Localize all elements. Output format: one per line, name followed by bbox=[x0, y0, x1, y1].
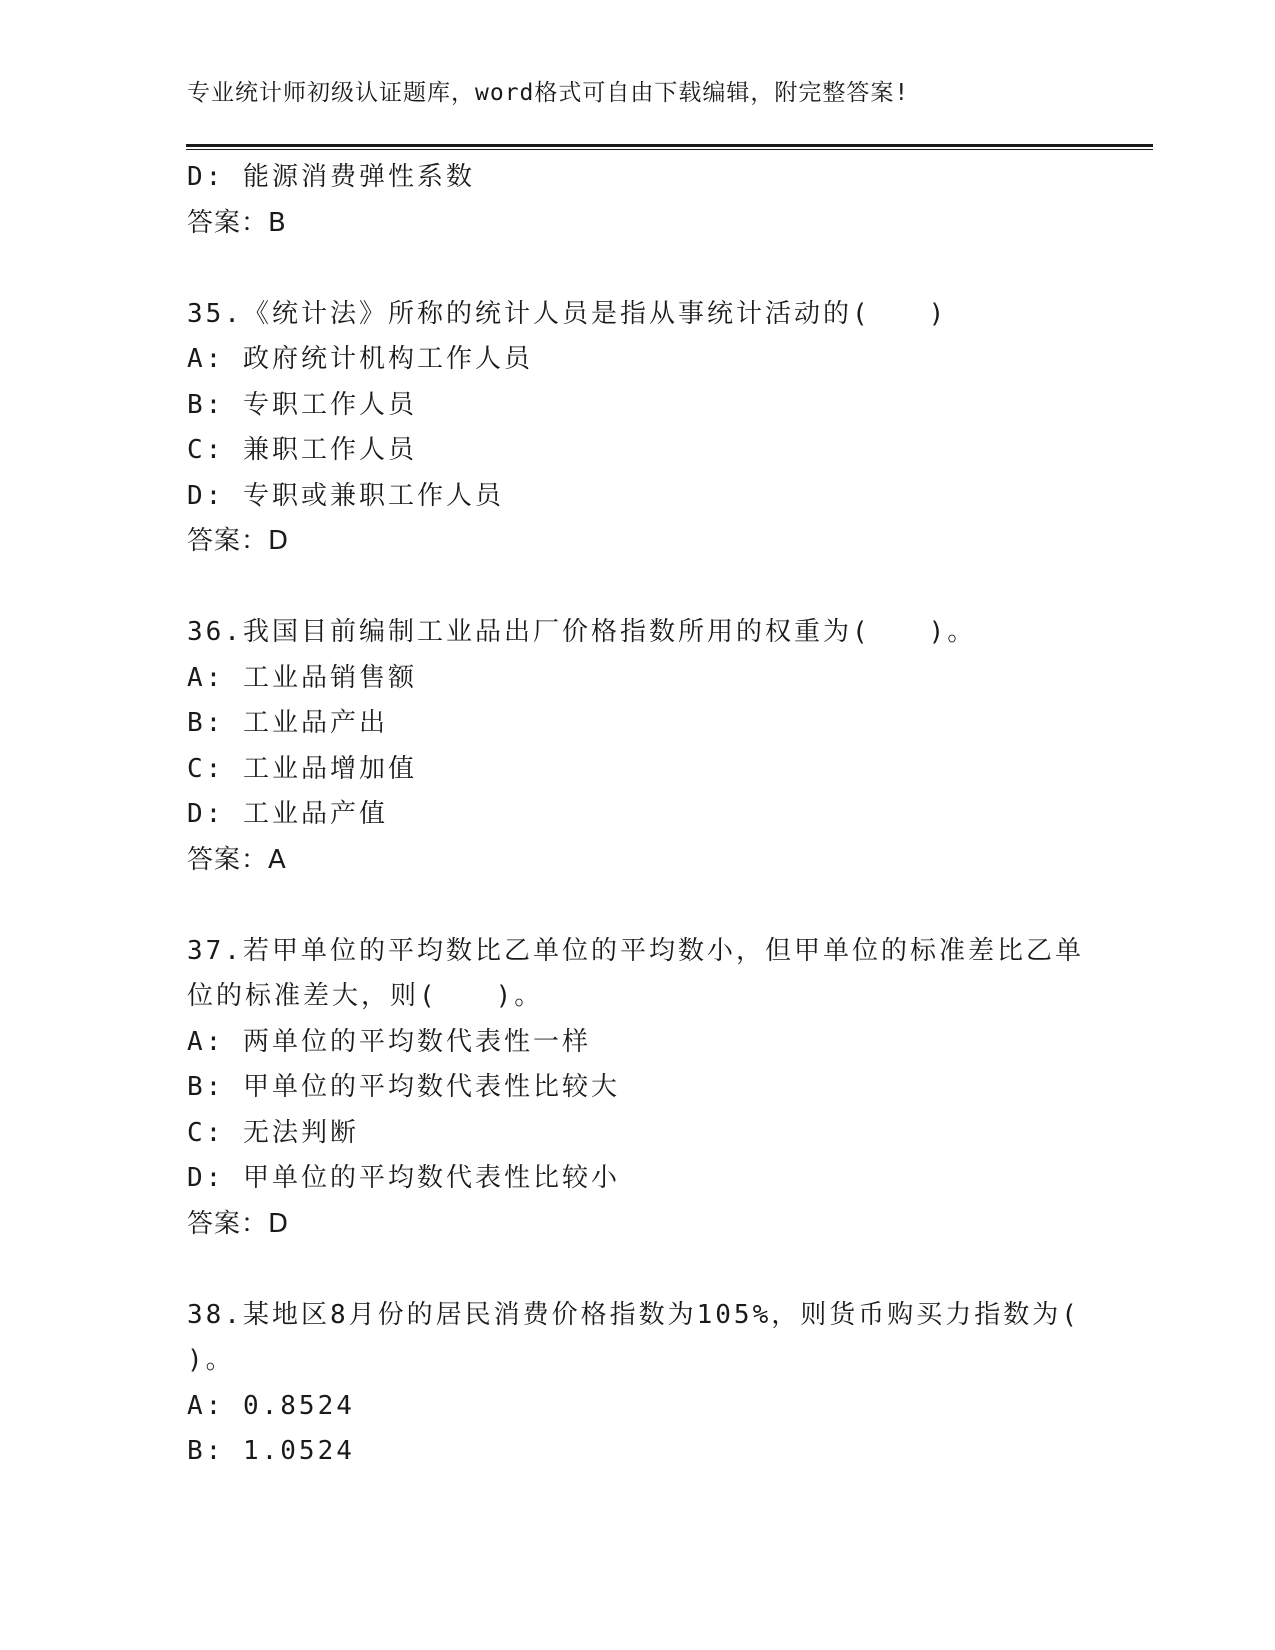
question-stem-37-line1: 37.若甲单位的平均数比乙单位的平均数小，但甲单位的标准差比乙单 bbox=[187, 935, 1084, 966]
answer: 答案：D bbox=[187, 526, 290, 556]
answer: 答案：A bbox=[187, 844, 287, 875]
option-b: B: 甲单位的平均数代表性比较大 bbox=[187, 1072, 620, 1102]
spacer bbox=[187, 1247, 1087, 1293]
question-stem-37-line2: 位的标准差大，则( )。 bbox=[187, 981, 544, 1011]
question-stem-35: 35.《统计法》所称的统计人员是指从事统计活动的( ) bbox=[187, 298, 948, 329]
option-b: B: 1.0524 bbox=[187, 1436, 355, 1466]
option-c: C: 无法判断 bbox=[187, 1117, 359, 1148]
option-d: D: 能源消费弹性系数 bbox=[187, 162, 475, 192]
option-b: B: 专职工作人员 bbox=[187, 389, 417, 420]
option-d: D: 甲单位的平均数代表性比较小 bbox=[187, 1163, 620, 1193]
spacer bbox=[187, 883, 1087, 929]
question-list bbox=[187, 155, 1087, 1475]
option-a: A: 工业品销售额 bbox=[187, 662, 417, 693]
option-a: A: 政府统计机构工作人员 bbox=[187, 344, 533, 374]
answer: 答案：B bbox=[187, 207, 287, 238]
question-stem-36: 36.我国目前编制工业品出厂价格指数所用的权重为( )。 bbox=[187, 617, 977, 647]
option-c: C: 兼职工作人员 bbox=[187, 435, 417, 465]
spacer bbox=[187, 565, 1087, 611]
page-header: 专业统计师初级认证题库，word格式可自由下载编辑，附完整答案! bbox=[187, 80, 910, 106]
option-b: B: 工业品产出 bbox=[187, 708, 388, 738]
header-rule-thin bbox=[186, 149, 1153, 150]
option-a: A: 0.8524 bbox=[187, 1390, 355, 1421]
spacer bbox=[187, 246, 1087, 292]
option-d: D: 工业品产值 bbox=[187, 799, 388, 829]
question-stem-38-line2: )。 bbox=[187, 1345, 235, 1375]
option-c: C: 工业品增加值 bbox=[187, 753, 417, 784]
question-stem-38-line1: 38.某地区8月份的居民消费价格指数为105%，则货币购买力指数为( bbox=[187, 1299, 1080, 1330]
answer: 答案：D bbox=[187, 1208, 290, 1239]
header-rule-thick bbox=[186, 144, 1153, 147]
option-a: A: 两单位的平均数代表性一样 bbox=[187, 1026, 591, 1057]
option-d: D: 专职或兼职工作人员 bbox=[187, 480, 504, 511]
